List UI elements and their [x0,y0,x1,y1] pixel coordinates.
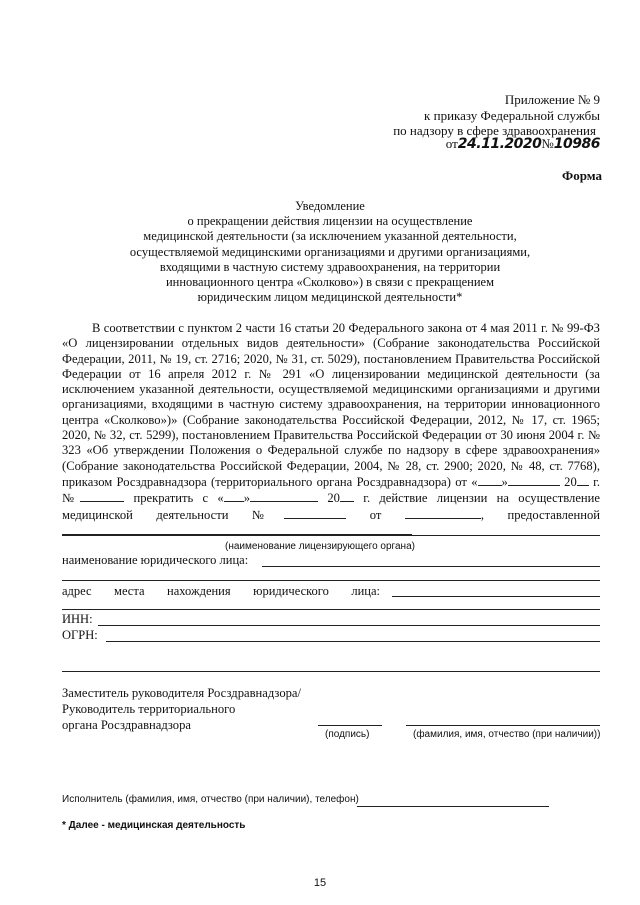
stop-day-field[interactable] [224,490,244,502]
signature-caption: (подпись) [325,729,370,740]
order-month-field[interactable] [508,474,560,486]
page-number: 15 [313,877,327,889]
ogrn-field-2[interactable] [62,671,600,672]
signatory-title [62,685,301,733]
granted-by-field[interactable] [62,523,412,535]
annex-date-value: 24.11.2020 [457,136,542,152]
title-line: осуществляемой медицинскими организациями и другими организациями, [129,244,531,259]
fill-year-prefix: 20 [564,474,577,489]
notice-body [62,321,600,539]
order-number-field[interactable] [80,490,124,502]
order-year-field[interactable] [577,474,589,486]
order-day-field[interactable] [478,474,502,486]
body-paragraph: В соответствии с пунктом 2 части 16 статьи 20 Федерального закона от 4 мая 2011 г. № 99-ФЗ «О лицензировании отдельных видов деятельности» (Собрание законодательства Российской Федерации, 2011, № 19, ст. 2716; 2020, № 31, ст. 5029), постановлением Правительства Российской Федерации от 16 апреля 2012 г. № 291 «О лицензировании медицинской деятельности (за исключением указанной деятельности, осуществляемой медицинскими организациями и другими организациями, входящими в частную систему здравоохранения, на территории инновационного центра «Сколково»)» (Собрание законодательства Российской Федерации, 2012, № 17, ст. 1965; 2020, № 32, ст. 5299), постановлением Правительства Российской Федерации от 30 июня 2004 г. № 323 «Об утверждении Положения о Федеральной службе по надзору в сфере здравоохранения» (Собрание законодательства Российской Федерации, 2004, № 28, ст. 2900; 2020, № 48, ст. 7768), приказом Росздравнадзора (территориального органа Росздравнадзора) от [62,321,600,489]
address-label: адрес места нахождения юридического лица: [62,584,380,598]
signatory-name-field[interactable] [406,725,600,726]
signatory-line-3: органа Росздравнадзора [62,718,191,732]
license-number-field[interactable] [284,507,346,519]
title-line: медицинской деятельности (за исключением указанной деятельности, [143,229,517,244]
title-line: о прекращении действия лицензии на осуществление [187,214,473,229]
stop-year-field[interactable] [340,490,354,502]
fill-quote-open: « [471,474,478,489]
inn-label: ИНН: [62,612,93,626]
fill-quote-close-2: » [243,491,251,506]
executor-field[interactable] [357,806,549,807]
fill-from-label: от [369,507,382,522]
signatory-line-2: Руководитель территориального [62,702,236,716]
ogrn-label: ОГРН: [62,628,98,642]
licensing-authority-line[interactable] [62,535,600,536]
entity-name-field-2[interactable] [62,580,600,581]
fill-quote-close: » [501,474,508,489]
ogrn-field[interactable] [106,641,600,642]
license-date-field[interactable] [405,507,481,519]
annex-date-line [446,136,600,152]
executor-label: Исполнитель (фамилия, имя, отчество (при наличии), телефон) [62,794,359,805]
notice-title [60,199,600,305]
annex-number-prefix: № [541,136,554,151]
entity-name-label: наименование юридического лица: [62,553,249,567]
fill-number-label: г. № [62,474,600,506]
title-line: Уведомление [295,199,365,213]
title-line: входящими в частную систему здравоохранения, на территории [159,259,501,274]
fill-granted-label: , предоставленной [480,507,600,522]
title-line: инновационного центра «Сколково») в связи с прекращением [165,275,494,290]
annex-line-2: к приказу Федеральной службы [424,108,600,123]
title-line: юридическим лицом медицинской деятельности* [197,290,463,305]
fill-year-prefix-2: 20 [327,491,340,506]
annex-line-1: Приложение № 9 [504,92,600,107]
stop-month-field[interactable] [250,490,318,502]
inn-field[interactable] [98,625,600,626]
annex-line-3: по надзору в сфере здравоохранения [393,123,596,138]
licensing-authority-caption: (наименование лицензирующего органа) [225,541,415,552]
footnote: * Далее - медицинская деятельность [62,820,246,831]
annex-number-value: 10986 [553,136,600,152]
fill-stop-from: прекратить с « [133,491,224,506]
address-field[interactable] [392,596,600,597]
entity-name-field[interactable] [262,566,600,567]
signatory-name-caption: (фамилия, имя, отчество (при наличии)) [413,729,601,740]
signatory-line-1: Заместитель руководителя Росздравнадзора/ [62,686,302,700]
address-field-2[interactable] [62,609,600,610]
form-label: Форма [562,168,602,183]
fill-license-text: г. действие лицензии на осуществление медицинской деятельности № [62,491,600,522]
annex-date-prefix: от [445,136,458,151]
signature-field[interactable] [318,725,382,726]
